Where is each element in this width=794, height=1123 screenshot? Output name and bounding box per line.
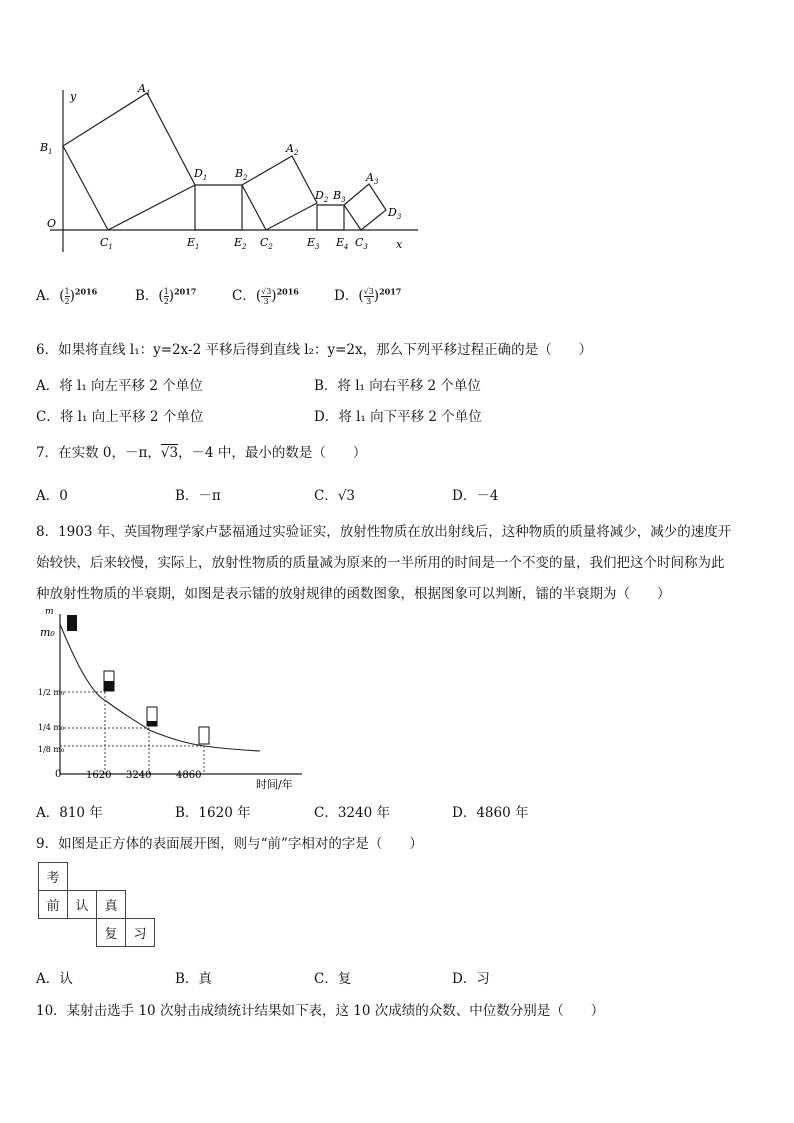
q10-stem: 10．某射击选手 10 次射击成绩统计结果如下表，这 10 次成绩的众数、中位数分别是（ ） [36,1003,605,1019]
chart-m0: m₀ [40,626,55,639]
label-C1: $C_1$ [100,236,113,251]
label-E1: $E_1$ [187,236,200,251]
q6-option-a[interactable]: A．将 l₁ 向左平移 2 个单位 [36,378,203,394]
label-O: O [47,217,57,230]
net-cell-qian: 前 [39,891,68,919]
label-E4: $E_4$ [336,236,349,251]
sample-half-fill [104,681,114,691]
q8-option-b[interactable]: B．1620 年 [175,805,251,821]
chart-xtick-3: 4860 [176,770,202,781]
q5-option-a[interactable]: A．( $\frac{1}{2}$ )$^{2016}$ [36,286,98,306]
label-A1: $A_1$ [138,82,151,97]
q7-option-d[interactable]: D．－4 [452,488,499,504]
q9-option-d[interactable]: D．习 [452,971,490,987]
cube-net [38,862,155,947]
label-D1: $D_1$ [194,167,208,182]
q7-root: √3 [160,445,179,461]
decay-curve [60,624,260,751]
rect-1 [195,185,242,230]
q6-option-b[interactable]: B．将 l₁ 向右平移 2 个单位 [314,378,481,394]
q8-line-2: 始较快，后来较慢，实际上，放射性物质的质量减为原来的一半所用的时间是一个不变的量，我们把这个时间称为此 [36,555,725,571]
q6-stem: 6．如果将直线 l₁：y=2x-2 平移后得到直线 l₂：y=2x，那么下列平移过程正确的是（ ） [36,342,593,358]
net-cell-ren: 认 [68,891,97,919]
square-2 [242,156,317,230]
q9-stem: 9．如图是正方体的表面展开图，则与“前”字相对的字是（ ） [36,836,423,852]
rect-2 [317,205,344,230]
square-3 [344,184,386,230]
label-E3: $E_3$ [307,236,320,251]
q9-option-a[interactable]: A．认 [36,971,73,987]
label-D2: $D_2$ [315,189,329,204]
sample-quarter-fill [147,721,157,726]
label-C3: $C_3$ [355,236,368,251]
q7-option-a[interactable]: A．0 [36,488,68,504]
q6-option-d[interactable]: D．将 l₁ 向下平移 2 个单位 [314,409,482,425]
chart-ylabel: m [45,607,54,617]
q8-line-1: 8．1903 年、英国物理学家卢瑟福通过实验证实，放射性物质在放出射线后，这种物质的质量将减少，减少的速度开 [36,524,732,540]
q8-line-3: 种放射性物质的半衰期，如图是表示镭的放射规律的函数图象，根据图象可以判断，镭的半衰期为（ ） [36,586,671,602]
square-1 [63,93,195,230]
q5-option-b[interactable]: B．( $\frac{1}{2}$ )$^{2017}$ [135,286,197,306]
q8-option-c[interactable]: C．3240 年 [314,805,390,821]
q9-option-b[interactable]: B．真 [175,971,212,987]
chart-xlabel: 时间/年 [256,778,293,791]
label-B1: $B_1$ [40,141,53,156]
chart-eighth: 1/8 m₀ [38,745,65,754]
chart-xtick-1: 1620 [86,770,112,781]
net-cell-kao: 考 [39,863,68,891]
label-y: y [70,90,77,103]
net-cell-fu: 复 [97,919,126,947]
chart-origin: 0 [55,769,62,780]
label-B2: $B_2$ [235,167,248,182]
q7-option-b[interactable]: B．－π [175,488,221,504]
label-A3: $A_3$ [366,171,379,186]
q6-option-c[interactable]: C．将 l₁ 向上平移 2 个单位 [36,409,204,425]
decay-chart [36,606,306,792]
sample-full [67,615,77,631]
chart-half: 1/2 m₀ [38,688,65,697]
q9-option-c[interactable]: C．复 [314,971,352,987]
squares-figure [30,80,430,255]
chart-xtick-2: 3240 [126,770,152,781]
label-x: x [396,238,403,251]
q5-option-c[interactable]: C．( $\frac{√3}{3}$ )$^{2016}$ [232,286,299,306]
q8-option-a[interactable]: A．810 年 [36,805,103,821]
label-B3: $B_3$ [333,189,346,204]
label-A2: $A_2$ [286,142,299,157]
label-D3: $D_3$ [388,206,402,221]
label-E2: $E_2$ [234,236,247,251]
net-cell-zhen: 真 [97,891,126,919]
q7-option-c[interactable]: C．√3 [314,488,356,504]
chart-quarter: 1/4 m₀ [38,723,65,732]
q8-option-d[interactable]: D．4860 年 [452,805,529,821]
label-C2: $C_2$ [260,236,273,251]
sample-eighth [199,727,209,744]
q7-stem: 7．在实数 0，－π，√3，－4 中，最小的数是（ ） [36,445,367,461]
net-cell-xi: 习 [126,919,155,947]
q5-option-d[interactable]: D．( $\frac{√3}{3}$ )$^{2017}$ [334,286,402,306]
